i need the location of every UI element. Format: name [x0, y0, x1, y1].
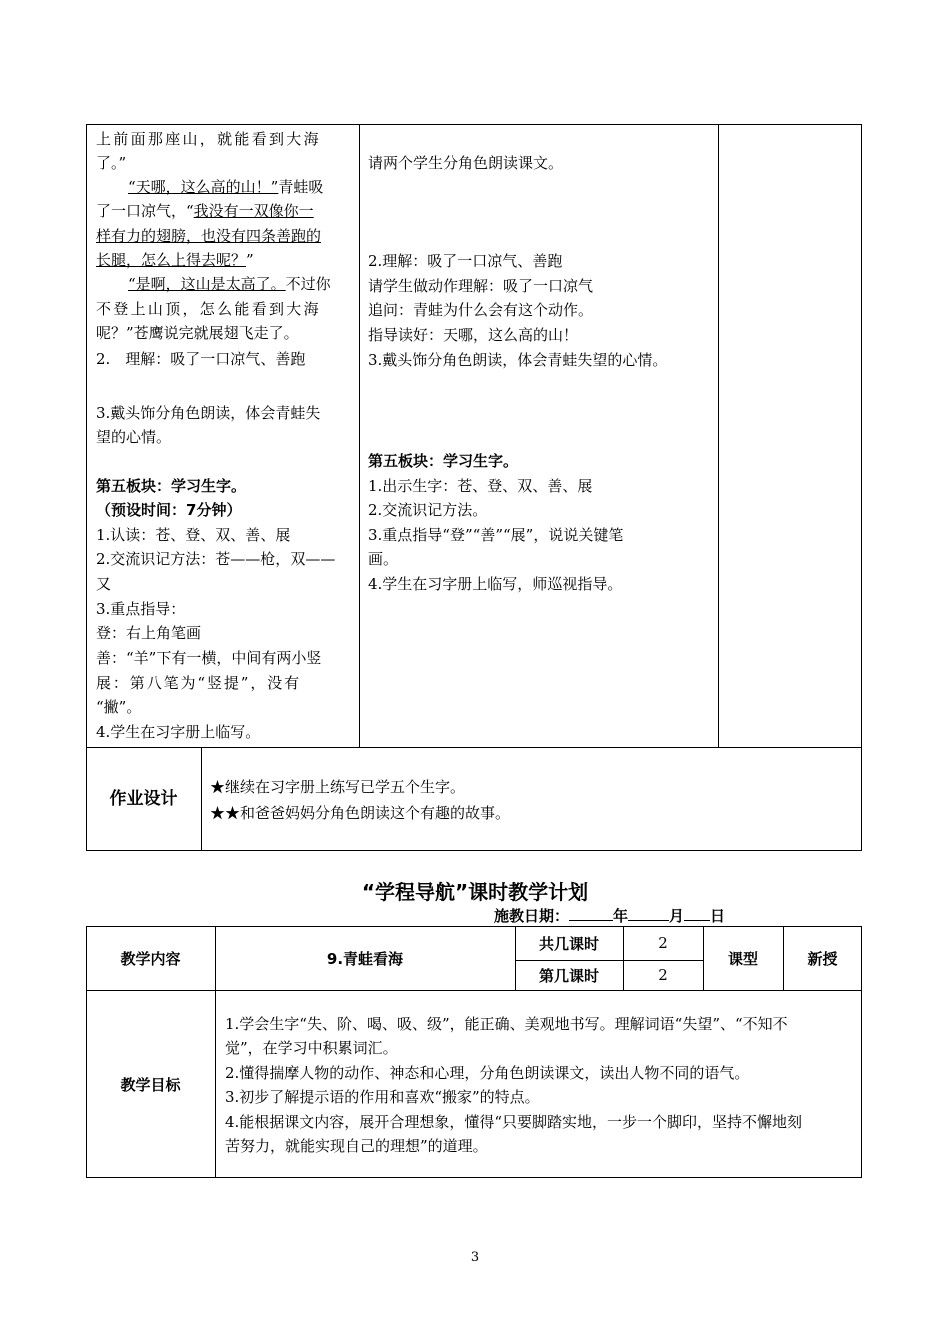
preset-time: （预设时间：7分钟）: [96, 501, 242, 519]
text-line: 登：右上角笔画: [96, 624, 202, 642]
text-line: 望的心情。: [96, 428, 172, 446]
text-line: 2.交流识记方法：苍——枪，双——: [96, 550, 336, 568]
text-line: 又: [96, 575, 112, 593]
text-line: 指导读好：天哪，这么高的山！: [368, 326, 579, 344]
goal-item: 觉”，在学习中积累词汇。: [225, 1039, 398, 1057]
text-line: 3.戴头饰分角色朗读，体会青蛙失望的心情。: [368, 351, 668, 369]
content-label: 教学内容: [120, 949, 181, 968]
text-line: “天哪，这么高的山！”青蛙吸: [128, 178, 324, 196]
text-line: 上前面那座山，就能看到大海: [96, 130, 321, 148]
goal-item: 苦努力，就能实现自己的理想”的道理。: [225, 1137, 488, 1155]
goal-item: 4.能根据课文内容，展开合理想象，懂得“只要脚踏实地，一步一个脚印，坚持不懈地刻: [225, 1113, 802, 1131]
text-line: “是啊，这山是太高了。不过你: [128, 275, 331, 293]
month-label: 月: [669, 907, 685, 925]
total-periods-label: 共几课时: [538, 934, 599, 953]
goal-item: 2.懂得揣摩人物的动作、神态和心理，分角色朗读课文，读出人物不同的语气。: [225, 1064, 750, 1082]
date-label: 施教日期：: [494, 907, 570, 925]
lesson-type-value: 新授: [807, 949, 838, 968]
lesson-type-label: 课型: [727, 949, 758, 968]
day-label: 日: [710, 907, 726, 925]
text-line: 请学生做动作理解：吸了一口凉气: [368, 277, 594, 295]
text-line: 2.交流识记方法。: [368, 501, 488, 519]
text-line: 不登上山顶，怎么能看到大海: [96, 300, 321, 318]
text-line: 2. 理解：吸了一口凉气、善跑: [96, 350, 306, 368]
year-label: 年: [613, 907, 629, 925]
text-line: 了。”: [96, 154, 127, 172]
homework-item: ★继续在习字册上练写已学五个生字。: [210, 778, 466, 796]
day-blank: [684, 905, 710, 921]
page-title: “学程导航”课时教学计划: [361, 880, 589, 904]
text-line: 2.理解：吸了一口凉气、善跑: [368, 252, 563, 270]
month-blank: [628, 905, 669, 921]
text-line: 3.重点指导“登”“善”“展”，说说关键笔: [368, 526, 624, 544]
current-period-value: 2: [658, 966, 668, 984]
col-divider-1: [359, 124, 360, 747]
text-line: 展：第八笔为“竖提”，没有: [96, 674, 302, 692]
total-periods-value: 2: [658, 934, 668, 952]
year-blank: [569, 905, 613, 921]
text-line: 3.重点指导：: [96, 600, 186, 618]
text-line: 长腿，怎么上得去呢？”: [96, 251, 254, 269]
goal-item: 1.学会生字“失、阶、喝、吸、级”，能正确、美观地书写。理解词语“失望”、“不知不: [225, 1015, 788, 1033]
homework-item: ★★和爸爸妈妈分角色朗读这个有趣的故事。: [210, 804, 511, 822]
text-line: 3.戴头饰分角色朗读，体会青蛙失: [96, 404, 321, 422]
section-heading: 第五板块：学习生字。: [96, 477, 247, 495]
text-line: 追问：青蛙为什么会有这个动作。: [368, 301, 594, 319]
homework-divider: [201, 747, 202, 851]
page-number: 3: [470, 1250, 480, 1265]
text-line: 请两个学生分角色朗读课文。: [368, 154, 564, 172]
text-line: 善：“羊”下有一横，中间有两小竖: [96, 649, 322, 667]
text-line: 了一口凉气，“我没有一双像你一: [96, 202, 314, 220]
text-line: 4.学生在习字册上临写。: [96, 723, 261, 741]
goal-item: 3.初步了解提示语的作用和喜欢“搬家”的特点。: [225, 1088, 540, 1106]
text-line: 画。: [368, 550, 399, 568]
text-line: 4.学生在习字册上临写，师巡视指导。: [368, 575, 623, 593]
text-line: 1.认读：苍、登、双、善、展: [96, 526, 291, 544]
lesson-title: 9.青蛙看海: [326, 949, 404, 968]
section-heading: 第五板块：学习生字。: [368, 452, 519, 470]
col-divider-2: [718, 124, 719, 747]
homework-label: 作业设计: [109, 789, 178, 809]
text-line: “撇”。: [96, 698, 142, 716]
row-divider: [86, 747, 862, 748]
goals-label: 教学目标: [120, 1075, 181, 1094]
current-period-label: 第几课时: [538, 966, 599, 985]
text-line: 样有力的翅膀，也没有四条善跑的: [96, 227, 322, 245]
text-line: 1.出示生字：苍、登、双、善、展: [368, 477, 593, 495]
teaching-date: [494, 905, 725, 926]
text-line: 呢？”苍鹰说完就展翅飞走了。: [96, 324, 299, 342]
